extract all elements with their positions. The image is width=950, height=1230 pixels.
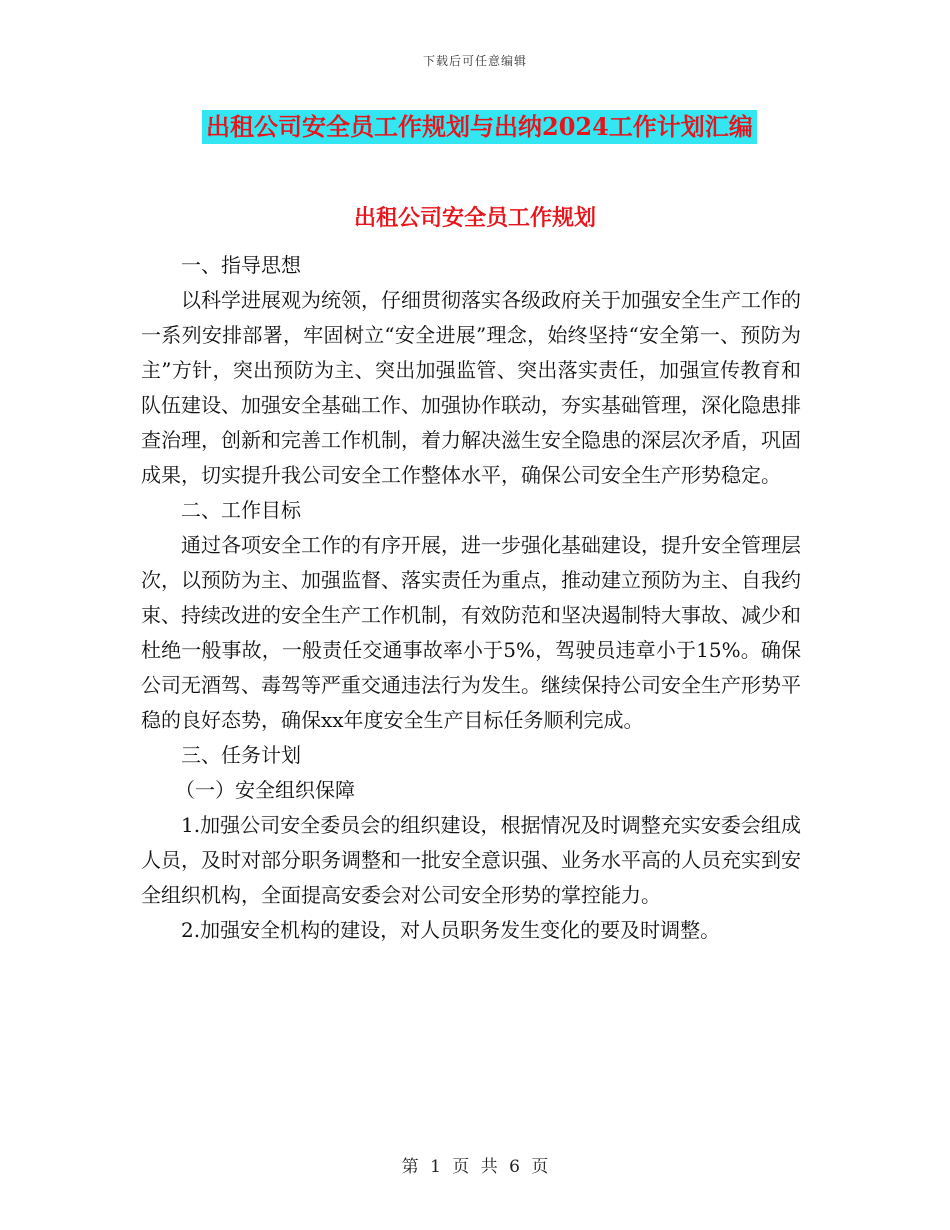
document-body — [141, 248, 801, 948]
document-title: 出租公司安全员工作规划与出纳2024工作计划汇编 — [202, 110, 757, 144]
paragraph-item-1: 1.加强公司安全委员会的组织建设，根据情况及时调整充实安委会组成人员，及时对部分职务调整和一批安全意识强、业务水平高的人员充实到安全组织机构，全面提高安委会对公司安全形势的掌控能力。 — [141, 813, 801, 907]
heading-task-plan: 三、任务计划 — [181, 743, 301, 767]
subheading-safety-organization: （一）安全组织保障 — [175, 778, 355, 802]
heading-guiding-thought: 一、指导思想 — [181, 253, 301, 277]
page-number: 第 1 页 共 6 页 — [401, 1157, 549, 1177]
heading-work-goals: 二、工作目标 — [181, 498, 301, 522]
paragraph-guiding-thought: 以科学进展观为统领，仔细贯彻落实各级政府关于加强安全生产工作的一系列安排部署，牢固树立“安全进展”理念，始终坚持“安全第一、预防为主”方针，突出预防为主、突出加强监管、突出落实责任，加强宣传教育和队伍建设、加强安全基础工作、加强协作联动，夯实基础管理，深化隐患排查治理，创新和完善工作机制，着力解决滋生安全隐患的深层次矛盾，巩固成果，切实提升我公司安全工作整体水平，确保公司安全生产形势稳定。 — [141, 288, 801, 487]
paragraph-work-goals: 通过各项安全工作的有序开展，进一步强化基础建设，提升安全管理层次，以预防为主、加强监督、落实责任为重点，推动建立预防为主、自我约束、持续改进的安全生产工作机制，有效防范和坚决遏制特大事故、减少和杜绝一般事故，一般责任交通事故率小于5%，驾驶员违章小于15%。确保公司无酒驾、毒驾等严重交通违法行为发生。继续保持公司安全生产形势平稳的良好态势，确保xx年度安全生产目标任务顺利完成。 — [141, 533, 801, 732]
section-title: 出租公司安全员工作规划 — [353, 205, 596, 231]
page-header-note: 下载后可任意编辑 — [422, 54, 527, 68]
paragraph-item-2: 2.加强安全机构的建设，对人员职务发生变化的要及时调整。 — [181, 918, 721, 942]
